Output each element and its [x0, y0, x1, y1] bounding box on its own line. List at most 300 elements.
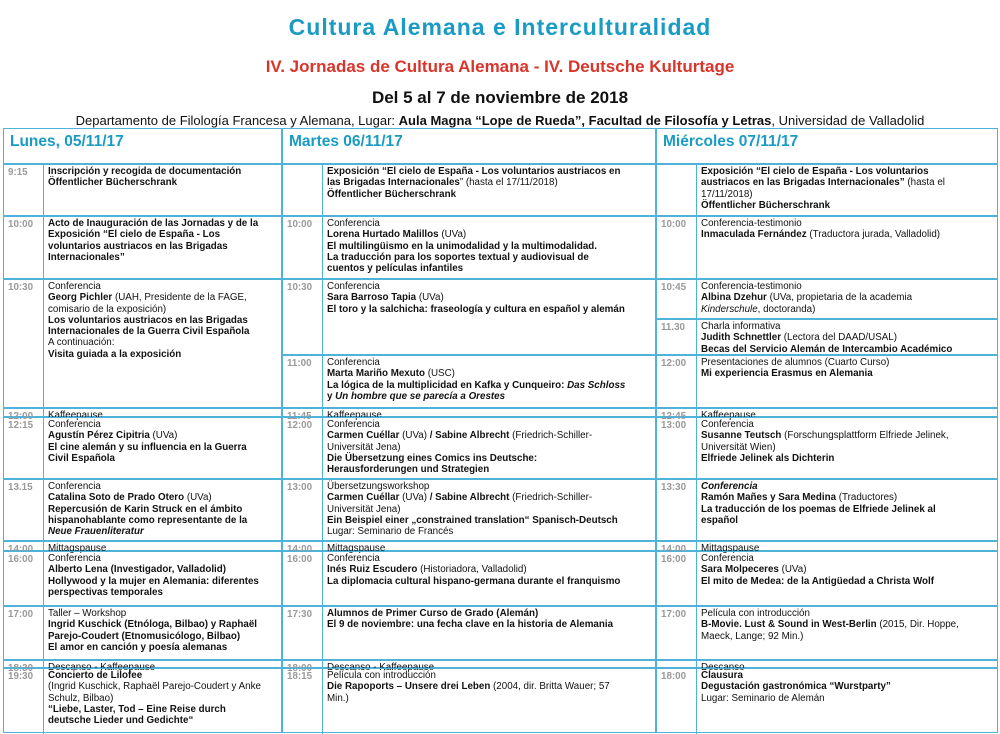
slot-line: [327, 430, 655, 441]
slot-line: [48, 642, 281, 653]
slot-text: Kaffeepause: [327, 410, 382, 421]
slot-content: [697, 607, 999, 642]
slot-line: [701, 344, 997, 355]
slot-detail: ” (hasta el 17/11/2018): [459, 177, 558, 189]
slot-text: El cine alemán y su influencia en la Guerra: [48, 441, 247, 453]
slot-text: Internacionales”: [48, 251, 125, 263]
slot-text: Conferencia: [48, 281, 101, 292]
slot-text: La traducción para los soportes textual y audiovisual de: [327, 251, 589, 263]
slot-line: [48, 704, 281, 715]
slot-line: [327, 166, 655, 177]
slot-line: [701, 368, 997, 379]
slot-line: [327, 693, 655, 704]
slot-line: [48, 419, 281, 430]
slot-text: Alumnos de Primer Curso de Grado (Alemán): [327, 608, 539, 619]
slot-time: 19:30: [4, 669, 44, 734]
slot-time: 11:45: [283, 409, 323, 418]
slot-line: [48, 349, 281, 360]
slot-text: Judith Schnettler: [701, 332, 782, 344]
slot-line: [327, 481, 655, 492]
slot-content: [44, 418, 283, 464]
slot-text: perspectivas temporales: [48, 586, 163, 598]
slot-text: Carmen Cuéllar: [327, 492, 400, 504]
day-column-2: [656, 128, 998, 733]
slot-text: Öffentlicher Bücherschrank: [48, 177, 178, 189]
slot-text: La traducción de los poemas de Elfriede Jelinek al: [701, 503, 936, 515]
slot-detail: (Lectora del DAAD/USAL): [781, 332, 898, 344]
slot-line: [701, 430, 997, 441]
slot-text: Agustín Pérez Cipitria: [48, 430, 150, 442]
slot-content: [323, 669, 657, 704]
slot-line: [48, 526, 281, 537]
slot-time: 10:30: [4, 280, 44, 409]
slot-time: 16:00: [4, 552, 44, 607]
slot-content: [323, 165, 657, 200]
slot-text: Los voluntarios austriacos en las Brigadas: [48, 314, 248, 326]
slot-text: Carmen Cuéllar: [327, 430, 400, 442]
slot-text: El toro y la salchicha: fraseología y cultura en español y alemán: [327, 303, 625, 315]
day-column-0: [3, 128, 282, 733]
slot-time: 10:00: [657, 217, 697, 280]
slot-time: 13.15: [4, 480, 44, 542]
schedule-slot: [656, 279, 998, 319]
slot-text: “El cielo de España - Los voluntarios austriacos en: [381, 166, 621, 177]
slot-time: 14:00: [283, 542, 323, 552]
slot-text: Repercusión de Karin Struck en el ámbito: [48, 503, 243, 515]
slot-detail: (UVa, propietaria de la academia: [766, 292, 913, 304]
slot-text: Conferencia: [327, 357, 380, 368]
slot-text: A continuación:: [48, 337, 115, 349]
slot-line: [327, 526, 655, 537]
slot-line: [327, 177, 655, 188]
slot-text: Película con introducción: [327, 670, 436, 681]
schedule-slot: [3, 551, 282, 606]
slot-content: [44, 552, 283, 598]
slot-time: 12:00: [283, 418, 323, 480]
slot-content: [323, 280, 657, 315]
slot-content: [697, 320, 999, 355]
schedule-slot: [656, 355, 998, 408]
slot-time: 13:00: [657, 418, 697, 480]
slot-text: Degustación gastronómica “Wurstparty”: [701, 681, 891, 693]
slot-text: voluntarios austriacos en las Brigadas: [48, 240, 228, 252]
schedule-slot: [656, 417, 998, 479]
slot-time: 12:45: [657, 409, 697, 418]
slot-line: [327, 576, 655, 587]
slot-line: [701, 166, 997, 177]
slot-line: [327, 619, 655, 630]
schedule-slot: [282, 164, 656, 216]
slot-text: Conferencia: [327, 419, 380, 430]
slot-line: [48, 304, 281, 315]
slot-text: Conferencia: [327, 281, 380, 292]
slot-text: El amor en canción y poesía alemanas: [48, 641, 228, 653]
slot-line: [701, 189, 997, 200]
slot-detail: (Forschungsplattform Elfriede Jelinek,: [781, 430, 949, 442]
slot-line: [327, 241, 655, 252]
slot-detail: (hasta el: [904, 177, 945, 189]
slot-line: [327, 263, 655, 274]
slot-line: [701, 281, 997, 292]
slot-line: [327, 492, 655, 503]
slot-line: [48, 229, 281, 240]
slot-content: [323, 607, 657, 631]
slot-text: La diplomacia cultural hispano-germana durante el franquismo: [327, 575, 621, 587]
slot-line: [701, 292, 997, 303]
schedule-slot: [3, 279, 282, 408]
slot-text: Internacionales de la Guerra Civil Española: [48, 326, 250, 338]
slot-detail: (UVa): [184, 492, 212, 504]
slot-text: 17/11/2018): [701, 188, 753, 200]
event-dates: Del 5 al 7 de noviembre de 2018: [371, 88, 629, 107]
slot-detail: (Friedrich-Schiller-: [509, 492, 593, 504]
day-header: Martes 06/11/17: [282, 128, 656, 164]
slot-line: [48, 252, 281, 263]
slot-line: [48, 281, 281, 292]
slot-text: Conferencia: [48, 481, 101, 492]
slot-text: Öffentlicher Bücherschrank: [701, 199, 831, 211]
slot-content: [697, 552, 999, 587]
slot-detail: (UVa): [149, 430, 178, 442]
slot-text: Exposición: [701, 166, 756, 177]
slot-time: 17:30: [283, 607, 323, 661]
slot-text: Taller – Workshop: [48, 608, 127, 619]
schedule-slot: [282, 551, 656, 606]
slot-text: Mittagspause: [327, 543, 386, 554]
slot-text: Conferencia: [701, 553, 754, 564]
slot-text: El 9 de noviembre: una fecha clave en la historia de Alemania: [327, 619, 614, 631]
slot-text: Catalina Soto de Prado Otero: [48, 492, 185, 504]
slot-line: [48, 576, 281, 587]
slot-text: Sara Barroso Tapia: [327, 292, 417, 304]
slot-line: [701, 693, 997, 704]
slot-line: [701, 608, 997, 619]
slot-content: [44, 280, 283, 360]
slot-line: [48, 337, 281, 348]
slot-text: Inés Ruiz Escudero: [327, 564, 418, 576]
slot-text: Mittagspause: [48, 543, 107, 554]
slot-content: [323, 356, 657, 402]
slot-line: [48, 430, 281, 441]
slot-content: [323, 480, 657, 537]
slot-detail: (Traductora jurada, Valladolid): [806, 229, 941, 241]
slot-text: Conferencia: [48, 419, 101, 430]
venue-prefix: Departamento de Filología Francesa y Alemana, Lugar:: [75, 113, 399, 128]
schedule-slot: [282, 355, 656, 408]
slot-text: El mito de Medea: de la Antigüedad a Christa Wolf: [701, 575, 934, 587]
slot-text: Parejo-Coudert (Etnomusicólogo, Bilbao): [48, 630, 241, 642]
slot-text: Conferencia: [48, 553, 101, 564]
slot-text: Conferencia-testimonio: [701, 281, 802, 292]
slot-time: [283, 165, 323, 217]
slot-text: Öffentlicher Bücherschrank: [327, 188, 457, 200]
schedule-slot: [282, 541, 656, 555]
slot-text: Mi experiencia Erasmus en Alemania: [701, 368, 873, 380]
slot-line: [48, 631, 281, 642]
slot-line: [701, 229, 997, 240]
slot-text: Universität Jena): [327, 503, 401, 515]
slot-time: 12:00: [657, 356, 697, 409]
slot-text: Die Rapoports – Unsere drei Leben: [327, 681, 491, 693]
slot-text: español: [701, 514, 739, 526]
slot-line: [327, 304, 655, 315]
slot-detail: (UVa): [399, 430, 430, 442]
slot-text: Schulz, Bilbao): [48, 692, 114, 704]
slot-line: [327, 442, 655, 453]
slot-speaker: / Sabine Albrecht: [429, 492, 510, 504]
slot-line: [48, 166, 281, 177]
slot-detail: (UVa): [416, 292, 444, 304]
slot-line: [327, 380, 655, 391]
slot-text: B-Movie. Lust & Sound in West-Berlin: [701, 619, 877, 631]
program-table: [3, 128, 998, 733]
slot-line: [48, 715, 281, 726]
schedule-slot: [3, 216, 282, 279]
slot-text: Sara Molpeceres: [701, 564, 779, 576]
slot-time: 9:15: [4, 165, 44, 217]
slot-time: 18:30: [4, 661, 44, 669]
schedule-slot: [656, 408, 998, 422]
schedule-slot: [656, 319, 998, 355]
slot-line: [48, 241, 281, 252]
slot-content: [697, 280, 999, 315]
slot-line: [701, 177, 997, 188]
slot-content: [323, 418, 657, 475]
schedule-slot: [3, 479, 282, 541]
slot-text: comisario de la exposición): [48, 303, 167, 315]
schedule-slot: [282, 216, 656, 279]
slot-detail: (USC): [424, 368, 455, 380]
slot-line: [701, 564, 997, 575]
schedule-slot: [282, 417, 656, 479]
slot-text: Neue Frauenliteratur: [48, 526, 144, 538]
day-header: Miércoles 07/11/17: [656, 128, 998, 164]
slot-line: [701, 200, 997, 211]
slot-line: [701, 619, 997, 630]
slot-content: [697, 356, 999, 380]
schedule-slot: [656, 164, 998, 216]
slot-text: Kaffeepause: [701, 410, 756, 421]
document-title: Cultura Alemana e Interculturalidad: [288, 14, 712, 40]
slot-detail: (Friedrich-Schiller-: [509, 430, 593, 442]
slot-text: Susanne Teutsch: [701, 430, 782, 442]
slot-text: Min.): [327, 692, 349, 704]
slot-text: austriacos en las Brigadas Internacionales”: [701, 177, 905, 189]
slot-line: [48, 177, 281, 188]
slot-line: [701, 321, 997, 332]
schedule-slot: [3, 606, 282, 660]
schedule-slot: [3, 668, 282, 733]
slot-text: Georg Pichler: [48, 292, 113, 304]
slot-text: Concierto de Lilofee: [48, 670, 143, 681]
slot-line: [48, 515, 281, 526]
slot-text: Becas del Servicio Alemán de Intercambio Académico: [701, 343, 953, 355]
slot-text: Lugar: Seminario de Alemán: [701, 692, 825, 704]
slot-line: [48, 218, 281, 229]
slot-line: [327, 357, 655, 368]
slot-content: [44, 165, 283, 189]
slot-detail: (Traductores): [836, 492, 898, 504]
slot-time: 10:00: [283, 217, 323, 280]
slot-line: [701, 504, 997, 515]
slot-line: [701, 681, 997, 692]
slot-italic: Das Schloss: [567, 379, 626, 391]
slot-text: Lugar: Seminario de Francés: [327, 526, 454, 538]
slot-time: 16:00: [657, 552, 697, 607]
schedule-slot: [656, 606, 998, 660]
slot-line: [327, 670, 655, 681]
slot-line: [48, 693, 281, 704]
day-header: Lunes, 05/11/17: [3, 128, 282, 164]
slot-content: [697, 669, 999, 704]
slot-line: [48, 681, 281, 692]
slot-line: [48, 315, 281, 326]
slot-line: [701, 442, 997, 453]
slot-text: Hollywood y la mujer en Alemania: diferentes: [48, 575, 259, 587]
slot-text: Universität Wien): [701, 441, 776, 453]
slot-text: Acto de Inauguración de las Jornadas y de la: [48, 218, 259, 229]
slot-text: La lógica de la multiplicidad en Kafka y Cunqueiro:: [327, 379, 568, 391]
slot-text: Marta Mariño Mexuto: [327, 368, 425, 380]
slot-text: Clausura: [701, 670, 743, 681]
slot-text: Visita guiada a la exposición: [48, 348, 182, 360]
slot-line: [701, 357, 997, 368]
slot-line: [327, 292, 655, 303]
slot-detail: (UVa): [438, 229, 467, 241]
slot-line: [48, 504, 281, 515]
slot-line: [327, 281, 655, 292]
schedule-slot: [3, 408, 282, 422]
slot-line: [48, 619, 281, 630]
slot-detail: (UVa): [778, 564, 807, 576]
slot-time: 17:00: [4, 607, 44, 661]
slot-time: [657, 165, 697, 217]
slot-line: [327, 504, 655, 515]
schedule-slot: [656, 216, 998, 279]
slot-line: [48, 492, 281, 503]
schedule-slot: [656, 551, 998, 606]
slot-text: Ingrid Kuschick (Etnóloga, Bilbao) y Raphaël: [48, 619, 258, 631]
venue-line: [0, 113, 1000, 128]
slot-time: 16:00: [283, 552, 323, 607]
slot-time: 12:00: [4, 409, 44, 418]
schedule-slot: [3, 660, 282, 674]
slot-line: [327, 464, 655, 475]
slot-line: [701, 670, 997, 681]
slot-text: (Ingrid Kuschick, Raphaël Parejo-Coudert y Anke: [48, 681, 261, 693]
slot-content: [697, 480, 999, 526]
slot-italic: Un hombre que se parecía a Orestes: [335, 390, 506, 402]
slot-text: Conferencia-testimonio: [701, 218, 802, 229]
slot-text: Maeck, Lange; 92 Min.): [701, 630, 804, 642]
slot-line: [327, 564, 655, 575]
slot-line: [48, 326, 281, 337]
slot-line: [327, 553, 655, 564]
schedule-slot: [282, 408, 656, 422]
slot-content: [44, 480, 283, 537]
slot-text: Albina Dzehur: [701, 292, 767, 304]
schedule-slot: [282, 660, 656, 674]
slot-line: [327, 252, 655, 263]
slot-detail: (Historiadora, Valladolid): [417, 564, 527, 576]
slot-detail: (2004, dir. Britta Wauer; 57: [490, 681, 610, 693]
slot-text: hispanohablante como representante de la: [48, 514, 248, 526]
slot-text: Herausforderungen und Strategien: [327, 464, 490, 476]
slot-text: Ramón Mañes y Sara Medina: [701, 492, 837, 504]
slot-line: [701, 453, 997, 464]
schedule-slot: [656, 541, 998, 555]
slot-line: [327, 419, 655, 430]
slot-line: [701, 553, 997, 564]
slot-time: 18:00: [283, 661, 323, 669]
slot-line: [48, 587, 281, 598]
schedule-slot: [656, 660, 998, 673]
slot-content: [697, 217, 999, 241]
schedule-slot: [282, 479, 656, 541]
slot-line: [48, 608, 281, 619]
slot-content: [44, 217, 283, 263]
slot-text: y: [327, 390, 336, 402]
slot-line: [701, 515, 997, 526]
venue-suffix: , Universidad de Valladolid: [771, 113, 925, 128]
slot-line: [48, 292, 281, 303]
slot-line: [327, 189, 655, 200]
slot-time: 10:00: [4, 217, 44, 280]
slot-text: Kaffeepause: [48, 410, 103, 421]
slot-line: [48, 453, 281, 464]
slot-text: Exposición: [327, 166, 382, 177]
slot-line: [701, 419, 997, 430]
slot-line: [701, 332, 997, 343]
slot-line: [48, 481, 281, 492]
slot-line: [327, 515, 655, 526]
slot-text: Película con introducción: [701, 608, 810, 619]
slot-line: [327, 229, 655, 240]
slot-text: Die Übersetzung eines Comics ins Deutsche:: [327, 452, 538, 464]
slot-detail: (UVa): [399, 492, 430, 504]
slot-line: [701, 492, 997, 503]
slot-detail: , doctoranda): [757, 303, 816, 315]
slot-line: [327, 218, 655, 229]
slot-line: [48, 553, 281, 564]
slot-line: [327, 681, 655, 692]
slot-content: [323, 217, 657, 274]
slot-time: 10:30: [283, 280, 323, 356]
slot-text: Conferencia: [701, 419, 754, 430]
venue-name: Aula Magna “Lope de Rueda”, Facultad de Filosofía y Letras: [398, 113, 772, 128]
schedule-slot: [282, 668, 656, 733]
slot-line: [327, 453, 655, 464]
slot-line: [701, 576, 997, 587]
slot-italic: Kinderschule: [701, 303, 758, 315]
slot-text: Descanso: [701, 662, 745, 673]
slot-text: Conferencia: [701, 481, 758, 492]
slot-time: 13:30: [657, 480, 697, 542]
slot-line: [701, 481, 997, 492]
slot-text: Inscripción y recogida de documentación: [48, 166, 242, 177]
day-column-1: [282, 128, 656, 733]
slot-time: 18:00: [657, 669, 697, 734]
slot-time: 12:15: [4, 418, 44, 480]
schedule-slot: [282, 606, 656, 660]
slot-line: [327, 368, 655, 379]
slot-text: El multilingüismo en la unimodalidad y la multimodalidad.: [327, 240, 597, 252]
slot-line: [701, 304, 997, 315]
slot-time: 13:00: [283, 480, 323, 542]
slot-time: 14:00: [4, 542, 44, 552]
slot-line: [48, 442, 281, 453]
slot-text: “Liebe, Laster, Tod – Eine Reise durch: [48, 703, 226, 715]
